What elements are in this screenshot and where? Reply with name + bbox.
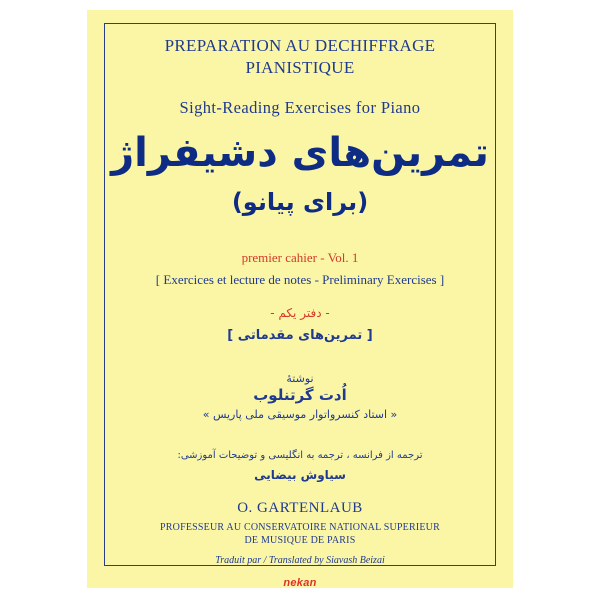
author-profession-line2: DE MUSIQUE DE PARIS xyxy=(244,535,356,546)
publisher-logo: nekan xyxy=(283,577,317,589)
written-by-persian: نوشتهٔ xyxy=(286,372,314,385)
author-description-persian: « استاد کنسرواتوار موسیقی ملی پاریس » xyxy=(202,408,398,421)
volume-label: premier cahier - Vol. 1 xyxy=(241,250,359,265)
book-cover xyxy=(87,10,513,588)
title-persian: تمرین‌های دشیفراژ xyxy=(111,130,489,176)
author-name: O. GARTENLAUB xyxy=(237,500,363,516)
title-english: Sight-Reading Exercises for Piano xyxy=(179,98,421,117)
title-french-line2: PIANISTIQUE xyxy=(245,58,355,77)
author-profession-line1: PROFESSEUR AU CONSERVATOIRE NATIONAL SUPERIEUR xyxy=(160,522,440,533)
volume-label-persian: - دفتر یکم - xyxy=(270,306,330,320)
translated-by: Traduit par / Translated by Siavash Beizai xyxy=(215,555,385,566)
subtitle-persian: (برای پیانو) xyxy=(231,188,369,216)
author-name-persian: اُدت گرتنلوب xyxy=(253,386,347,404)
translator-label-persian: ترجمه از فرانسه ، ترجمه به انگلیسی و توضیحات آموزشی: xyxy=(177,450,423,461)
title-french-line1: PREPARATION AU DECHIFFRAGE xyxy=(164,36,436,55)
translator-name-persian: سیاوش بیضایی xyxy=(254,468,346,482)
exercises-subtitle: [ Exercices et lecture de notes - Preliminary Exercises ] xyxy=(155,272,445,287)
exercises-subtitle-persian: [ تمرین‌های مقدماتی ] xyxy=(227,328,373,343)
